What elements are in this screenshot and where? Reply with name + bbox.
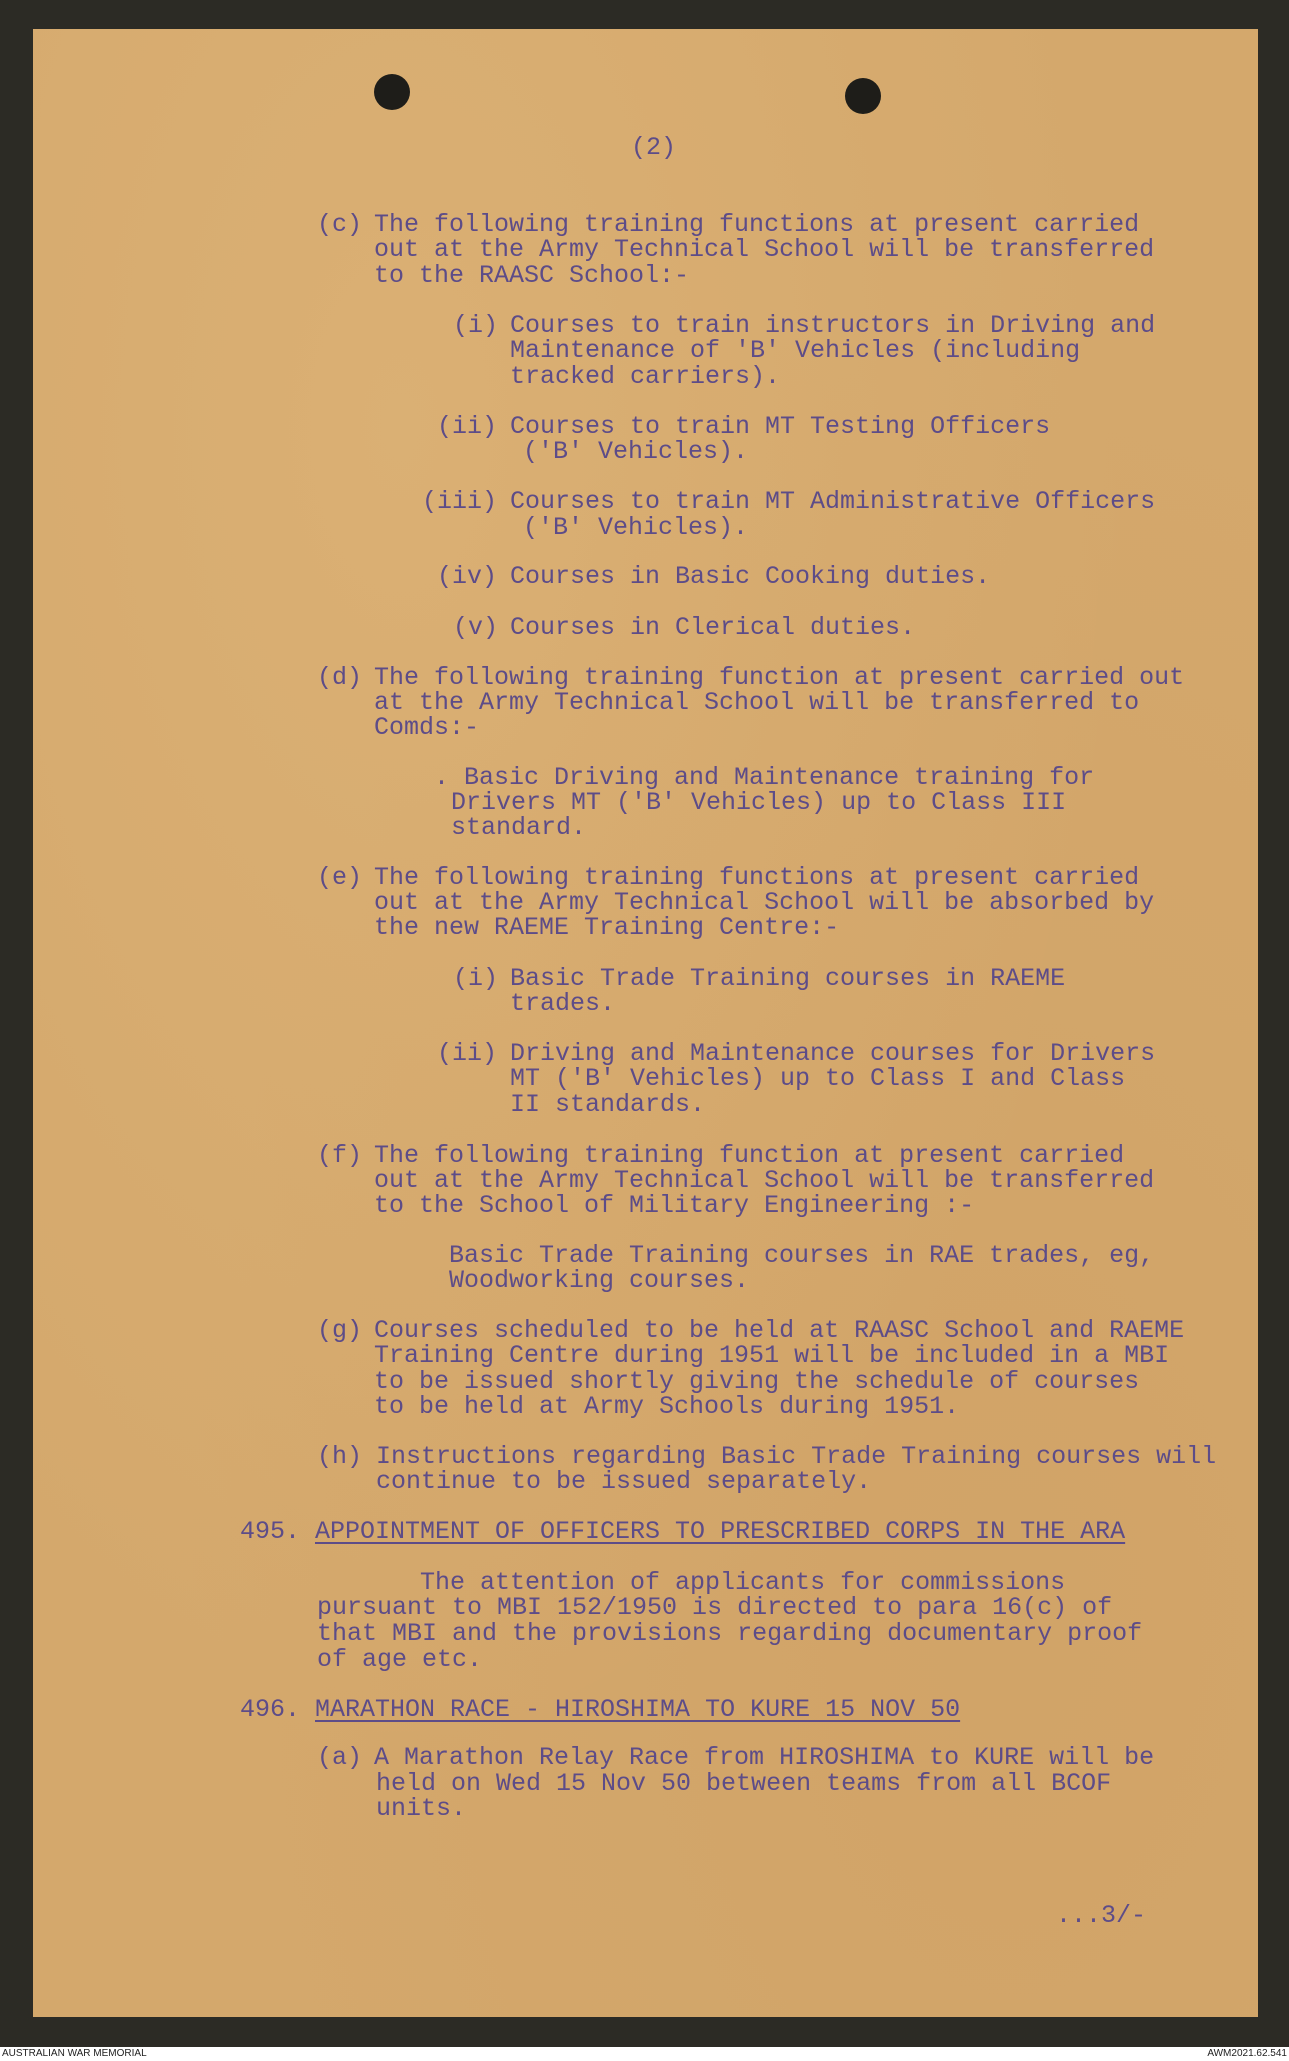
punch-hole: [374, 74, 410, 110]
text-line: A Marathon Relay Race from HIROSHIMA to KURE will be: [374, 1743, 1155, 1772]
text-line: to the School of Military Engineering :-: [374, 1191, 975, 1220]
footer-reference: AWM2021.62.541: [1207, 2048, 1287, 2059]
text-line: to be held at Army Schools during 1951.: [374, 1392, 960, 1421]
item-label: (a): [317, 1743, 363, 1772]
text-line: the new RAEME Training Centre:-: [374, 913, 840, 942]
section-number: 496.: [240, 1695, 301, 1724]
text-line: Maintenance of 'B' Vehicles (including: [510, 336, 1081, 365]
text-line: pursuant to MBI 152/1950 is directed to para 16(c) of: [317, 1593, 1113, 1622]
page-number: (2): [631, 133, 677, 162]
text-line: Courses to train instructors in Driving and: [510, 311, 1156, 340]
section-heading: APPOINTMENT OF OFFICERS TO PRESCRIBED CORPS IN THE ARA: [315, 1517, 1126, 1546]
subitem-label: (i): [453, 964, 499, 993]
text-line: to the RAASC School:-: [374, 261, 690, 290]
footer-institution: AUSTRALIAN WAR MEMORIAL: [2, 2048, 147, 2059]
punch-hole: [845, 78, 881, 114]
text-line: Courses scheduled to be held at RAASC School and RAEME: [374, 1316, 1185, 1345]
item-label: (e): [317, 863, 363, 892]
text-line: The following training functions at present carried: [374, 863, 1140, 892]
text-line: out at the Army Technical School will be transferred: [374, 1166, 1155, 1195]
text-line: The following training function at present carried out: [374, 663, 1185, 692]
section-number: 495.: [240, 1517, 301, 1546]
subitem-label: (ii): [437, 1039, 498, 1068]
text-line: The following training functions at present carried: [374, 210, 1140, 239]
text-line: held on Wed 15 Nov 50 between teams from all BCOF: [376, 1769, 1112, 1798]
text-line: trades.: [510, 989, 616, 1018]
subitem-label: (iii): [422, 487, 498, 516]
text-line: Drivers MT ('B' Vehicles) up to Class III: [451, 788, 1067, 817]
text-line: that MBI and the provisions regarding documentary proof: [317, 1619, 1143, 1648]
section-heading: MARATHON RACE - HIROSHIMA TO KURE 15 NOV 50: [315, 1695, 961, 1724]
item-label: (g): [317, 1316, 363, 1345]
text-line: tracked carriers).: [510, 362, 781, 391]
subitem-label: (iv): [437, 562, 498, 591]
text-line: Basic Trade Training courses in RAEME: [510, 964, 1066, 993]
item-label: (c): [317, 210, 363, 239]
text-line: units.: [376, 1794, 467, 1823]
item-label: (d): [317, 663, 363, 692]
text-line: MT ('B' Vehicles) up to Class I and Class: [510, 1064, 1126, 1093]
text-line: out at the Army Technical School will be absorbed by: [374, 888, 1155, 917]
text-line: II standards.: [510, 1090, 706, 1119]
text-line: ('B' Vehicles).: [523, 437, 749, 466]
text-line: Training Centre during 1951 will be included in a MBI: [374, 1341, 1170, 1370]
subitem-label: (i): [453, 311, 499, 340]
text-line: standard.: [451, 813, 587, 842]
text-line: . Basic Driving and Maintenance training for: [434, 763, 1095, 792]
text-line: The following training function at present carried: [374, 1141, 1125, 1170]
text-line: Basic Trade Training courses in RAE trades, eg,: [449, 1241, 1155, 1270]
text-line: to be issued shortly giving the schedule of courses: [374, 1367, 1140, 1396]
text-line: at the Army Technical School will be transferred to: [374, 688, 1140, 717]
continuation-mark: ...3/-: [1056, 1901, 1147, 1930]
text-line: Courses in Basic Cooking duties.: [510, 562, 991, 591]
text-line: Instructions regarding Basic Trade Training courses will: [376, 1442, 1217, 1471]
subitem-label: (v): [453, 613, 499, 642]
text-line: Courses to train MT Testing Officers: [510, 412, 1051, 441]
text-line: Woodworking courses.: [449, 1266, 750, 1295]
text-line: The attention of applicants for commissions: [420, 1568, 1066, 1597]
text-line: ('B' Vehicles).: [523, 513, 749, 542]
text-line: Courses in Clerical duties.: [510, 613, 916, 642]
archive-footer: [0, 2047, 1289, 2061]
text-line: Comds:-: [374, 713, 480, 742]
text-line: Driving and Maintenance courses for Drivers: [510, 1039, 1156, 1068]
text-line: out at the Army Technical School will be transferred: [374, 235, 1155, 264]
subitem-label: (ii): [437, 412, 498, 441]
item-label: (h): [317, 1442, 363, 1471]
item-label: (f): [317, 1141, 363, 1170]
text-line: of age etc.: [317, 1645, 483, 1674]
text-line: Courses to train MT Administrative Officers: [510, 487, 1156, 516]
text-line: continue to be issued separately.: [376, 1467, 872, 1496]
